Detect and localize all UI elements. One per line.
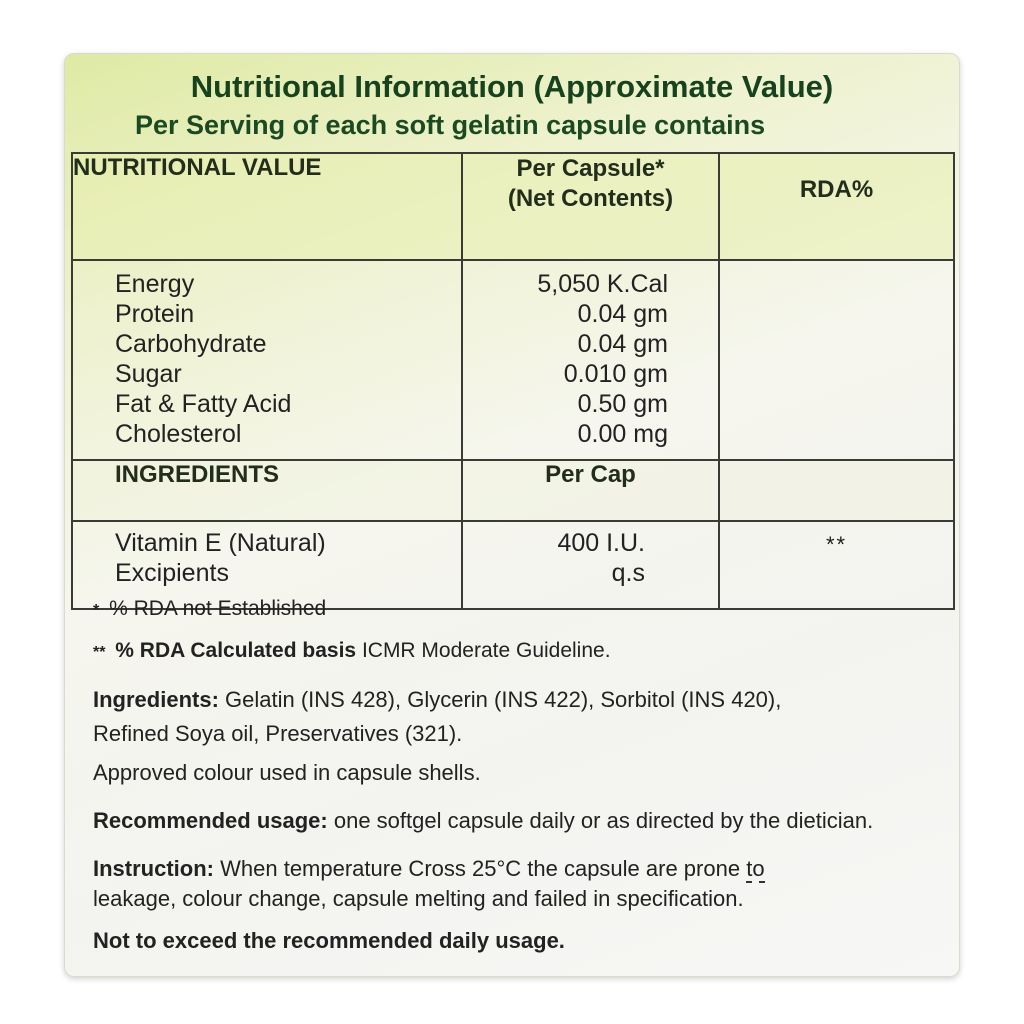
footnote-text-a: % RDA Calculated basis [115, 639, 357, 662]
ingredient-rda-cell: ** [719, 521, 954, 609]
usage-label: Recommended usage: [93, 808, 328, 833]
nutrient-name: Cholesterol [115, 420, 242, 448]
nutrient-name: Sugar [115, 360, 182, 388]
nutrient-name: Fat & Fatty Acid [115, 390, 292, 418]
ingredient-values-cell [462, 521, 719, 609]
ingredient-name: Excipients [115, 559, 229, 587]
footnote-rda-calculated [93, 639, 611, 663]
ingredients-rda-header-cell [719, 460, 954, 521]
nutrient-name: Carbohydrate [115, 330, 267, 358]
col-header-per-capsule [462, 153, 719, 260]
label-title: Nutritional Information (Approximate Value) [190, 69, 834, 104]
footnote-mark: * [93, 602, 100, 619]
nutrient-value: 0.04 gm [577, 330, 668, 358]
recommended-usage [93, 808, 873, 834]
usage-text: one softgel capsule daily or as directed by the dietician. [333, 808, 874, 833]
footnote-mark: ** [93, 644, 106, 661]
col-header-per-capsule-line2: (Net Contents) [507, 185, 674, 212]
nutrient-name: Energy [115, 270, 195, 298]
nutrient-value: 0.00 mg [577, 420, 668, 448]
nutrition-table [71, 152, 955, 610]
instruction-line1: When temperature Cross 25°C the capsule are prone [220, 856, 741, 881]
nutrient-name: Protein [115, 300, 195, 328]
ingredients-statement-line2: Refined Soya oil, Preservatives (321). [93, 721, 463, 746]
nutrient-names-cell [72, 260, 462, 460]
ingredients-header-row [72, 460, 954, 521]
instruction-label: Instruction: [93, 856, 214, 881]
instruction-note [93, 854, 765, 914]
col-header-per-capsule-line1: Per Capsule* [516, 155, 665, 182]
ingredients-header-label: INGREDIENTS [72, 460, 462, 521]
ingredients-statement-label: Ingredients: [93, 687, 219, 712]
col-header-nutritional-value: NUTRITIONAL VALUE [72, 153, 462, 260]
nutrient-value: 0.50 gm [577, 390, 668, 418]
nutrients-row [72, 260, 954, 460]
ingredient-name: Vitamin E (Natural) [115, 529, 326, 557]
table-header-row [72, 153, 954, 260]
col-header-rda: RDA% [719, 153, 954, 260]
ingredient-value: q.s [611, 559, 645, 587]
ingredients-statement-line1: Gelatin (INS 428), Glycerin (INS 422), Sorbitol (INS 420), [225, 687, 782, 712]
nutrient-values-cell [462, 260, 719, 460]
footnote-text: % RDA not Established [109, 597, 327, 620]
instruction-to: to [746, 856, 765, 881]
nutrition-label-card [64, 53, 960, 977]
daily-usage-warning: Not to exceed the recommended daily usage. [93, 928, 565, 953]
label-subtitle: Per Serving of each soft gelatin capsule contains [135, 110, 766, 140]
ingredient-names-cell [72, 521, 462, 609]
per-cap-header-label: Per Cap [462, 460, 719, 521]
footnote-rda-not-established [93, 597, 326, 621]
ingredient-value: 400 I.U. [557, 529, 645, 557]
nutrient-value: 5,050 K.Cal [537, 270, 668, 298]
instruction-line2: leakage, colour change, capsule melting and failed in specification. [93, 886, 744, 911]
approved-colour-note: Approved colour used in capsule shells. [93, 760, 481, 785]
nutrient-value: 0.010 gm [563, 360, 668, 388]
ingredients-row [72, 521, 954, 609]
ingredients-statement [93, 683, 781, 751]
footnote-text-b: ICMR Moderate Guideline. [361, 639, 611, 662]
nutrient-value: 0.04 gm [577, 300, 668, 328]
nutrient-rda-cell [719, 260, 954, 460]
